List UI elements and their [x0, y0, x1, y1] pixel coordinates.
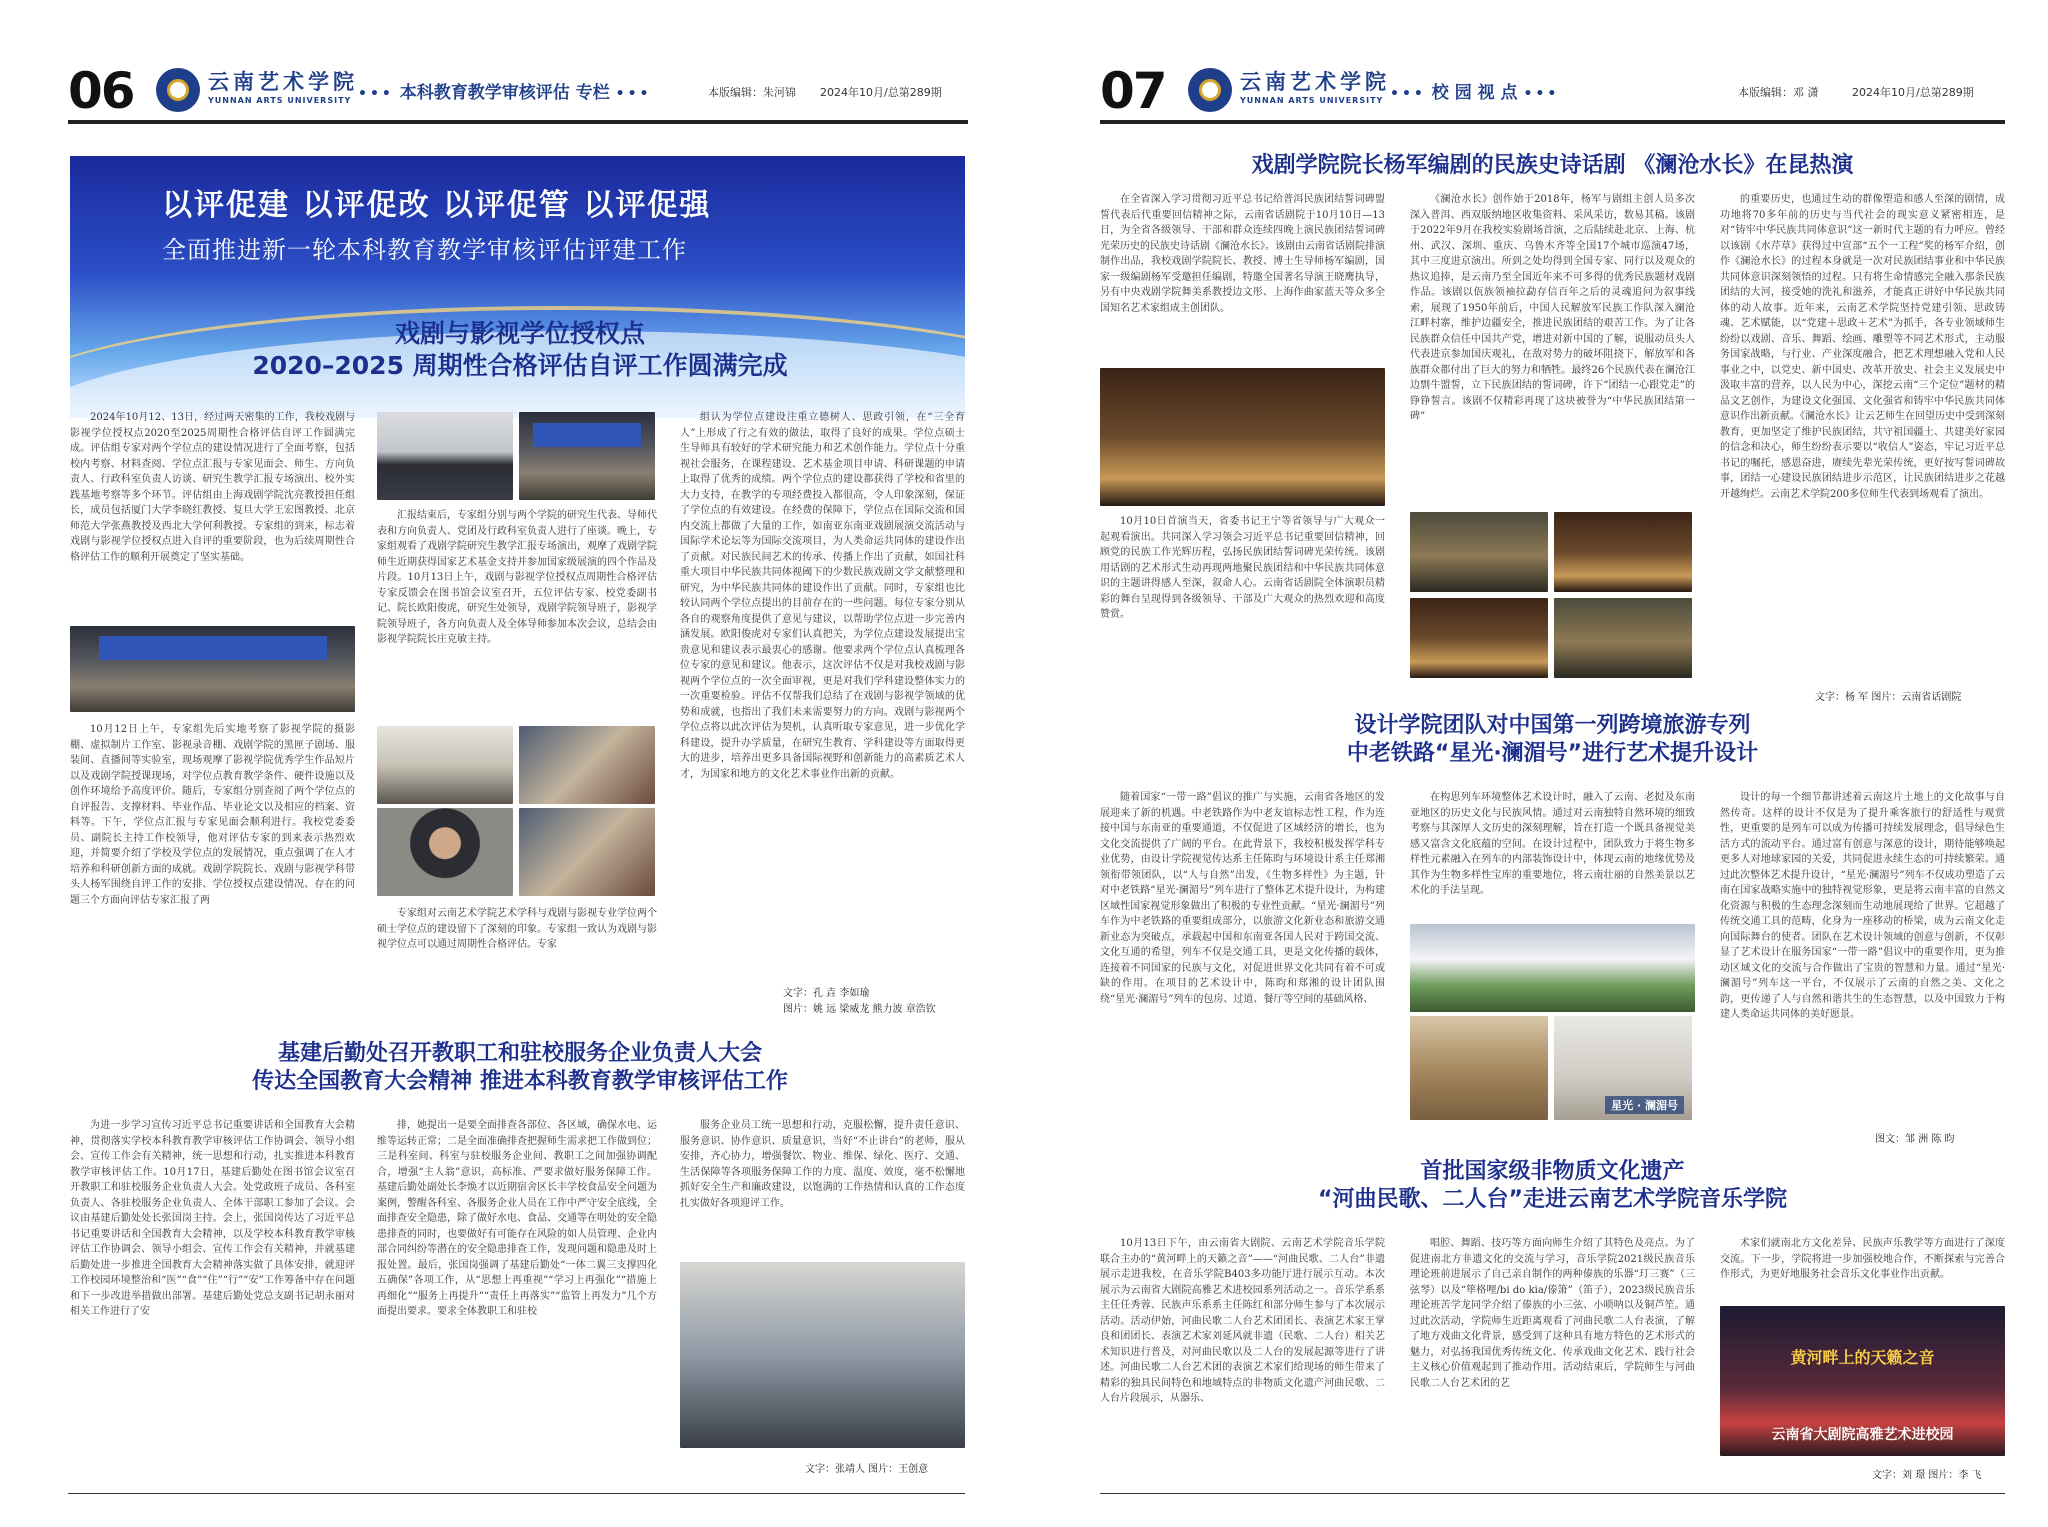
article-photo [70, 626, 355, 712]
article-text: 10月12日上午，专家组先后实地考察了影视学院的摄影棚、虚拟制片工作室、影视录音棚、戏剧学院的黑匣子剧场、服装间、直播间等实验室，现场观摩了影视学院优秀学生作品短片以及戏剧学院授课现场，对学位点教育教学条件、硬件设施以及创作环境给予高度评价。随后，专家组分别查阅了两个学位点的自评报告、支撑材料、毕业作品、毕业论文以及相应的档案、资料等。下午，学位点汇报与专家见面会顺利进行。我校党委委员、副院长主持工作校领导，他对评估专家的到来表示热烈欢迎，并简要介绍了学校及学位点的发展情况，重点强调了在人才培养和科研创新方面的成就。戏剧学院院长、戏剧与影视学科带头人杨军围绕自评工作的安排、学位授权点建设情况、存在的问题三个方面向评估专家汇报了两 [70, 724, 355, 906]
logo-text: 云南艺术学院 [1240, 69, 1390, 94]
article-text: 设计的每一个细节都讲述着云南这片土地上的文化故事与自然传奇。这样的设计不仅是为了提升乘客旅行的舒适性与观赏性，更重要的是列车可以成为传播可持续发展理念，倡导绿色生活方式的流动平台。通过富有创意与深意的设计，期待能够唤起更多人对地球家园的关爱，共同促进永续生态的可持续繁荣。通过此次整体艺术提升设计，“星光·澜湄号”列车不仅成功塑造了云南在国家战略实施中的独特视觉形象，更是将云南丰富的自然文化资源与积极的生态理念深刻而生动地展现给了世界。它超越了传统交通工具的范畴，化身为一座移动的桥梁，成为云南文化走向国际舞台的使者。团队在艺术设计领域的创意与创新，不仅彰显了艺术设计在服务国家“一带一路”倡议中的重要作用，更为推动区域文化的交流与合作做出了宝贵的智慧和力量。通过“星光·澜湄号”列车这一平台，不仅展示了云南的自然之美、文化之韵，更传递了人与自然和谐共生的生态智慧，以及中国致力于构建人类命运共同体的美好愿景。 [1720, 792, 2005, 1020]
article-photo [680, 1262, 965, 1448]
article-title: 戏剧与影视学位授权点 2020–2025 周期性合格评估自评工作圆满完成 [252, 319, 788, 380]
article-text: 术家们就南北方文化差异、民族声乐教学等方面进行了深度交流。下一步，学院将进一步加强校地合作，不断探索与完善合作形式，为更好地服务社会音乐文化事业作出贡献。 [1720, 1238, 2005, 1280]
photo-caption: 星光 · 澜湄号 [1605, 1096, 1684, 1114]
editor-credit: 本版编辑：邓 潇 [1738, 86, 1819, 99]
article-byline: 文字：张靖人 图片：王创意 [805, 1464, 929, 1475]
article-text: 唱腔、舞蹈、技巧等方面向师生介绍了其特色及亮点。为了促进南北方非遗文化的交流与学习，音乐学院2021级民族音乐理论班前进展示了自己亲自制作的两种傣族的乐器“玎三赛”（三弦琴）以及“筚格哩/bi do kia/傣箫”（笛子），2023级民族音乐理论班苦学龙同学介绍了傣族的小三弦、小唢呐以及铜芦笙。通过此次活动，学院师生近距离观看了河曲民歌二人台表演，了解了地方戏曲文化背景，感受到了这种具有地方特色的艺术形式的魅力，对弘扬我国优秀传统文化、传承戏曲文化艺术、践行社会主义核心价值观起到了推动作用。活动结束后，学院师生与河曲民歌二人台艺术团的艺 [1410, 1238, 1695, 1389]
page-number: 06 [68, 62, 134, 120]
university-logo-icon [156, 68, 200, 112]
column-title: ••• 校 园 视 点 ••• [1390, 83, 1560, 103]
header-rule [1100, 120, 2005, 124]
issue-info: 2024年10月/总第289期 [820, 86, 942, 99]
issue-info: 2024年10月/总第289期 [1852, 86, 1974, 99]
article-photo [1554, 512, 1692, 592]
article-photo [519, 726, 655, 804]
page-gutter [1010, 0, 1100, 1527]
article-photo [1410, 512, 1548, 592]
article-text: 排，她提出一是要全面排查各部位、各区域，确保水电、运维等运转正常；二是全面准确排查把握师生需求把工作做到位；三是科室间、科室与驻校服务企业间、教职工之间加强协调配合，增强“主人翁”意识，高标准、严要求做好服务保障工作。基建后勤处副处长李焕才以近期宿舍区长丰学校食品安全问题为案例，警醒各科室、各服务企业人员在工作中严守安全底线，全面排查安全隐患，除了做好水电、食品、交通等在明处的安全隐患排查的同时，也要做好有可能存在风险的如人员管理、企业内部合同纠纷等潜在的安全隐患排查工作，发现问题和隐患及时上报处置。最后，张国岗强调了基建后勤处“一体二翼三支撑四化五确保”各项工作，从“思想上再重视”“学习上再强化”“措施上再细化”“服务上再提升”“责任上再落实”“监管上再发力”几个方面提出要求。要求全体教职工和驻校 [377, 1120, 657, 1317]
logo-english: YUNNAN ARTS UNIVERSITY [208, 96, 352, 105]
article-title: 戏剧学院院长杨军编剧的民族史诗话剧 《澜沧水长》在昆热演 [1251, 153, 1854, 178]
article-photo [1410, 1016, 1548, 1120]
article-text: 随着国家“一带一路”倡议的推广与实施，云南省各地区的发展迎来了新的机遇。中老铁路作为中老友谊标志性工程，作为连接中国与东南亚的重要通道，不仅促进了区域经济的增长，也为文化交流提供了广阔的平台。在此背景下，我校积极发挥学科专业优势，由设计学院视觉传达系主任陈昀与环境设计系主任郑湘领衔带领团队，以“人与自然”出发，《生物多样性》为主题，针对中老铁路“星光·澜湄号”列车进行了整体艺术提升设计，为构建区域性国家视觉形象做出了积极的专业性贡献。“星光·澜湄号”列车作为中老铁路的重要组成部分，以旅游文化新业态和旅游交通新业态为突破点，承载起中国和东南亚各国人民对于跨国交流、文化互通的希望，列车不仅是交通工具，更是文化传播的载体，连接着不同国家的民族与文化，对促进世界文化共同有着不可或缺的作用。在项目的艺术设计中，陈昀和郑湘的设计团队围绕“星光·澜湄号”列车的包房、过道、餐厅等空间的基础风格、 [1100, 792, 1385, 1005]
university-logo-icon [1188, 68, 1232, 112]
article-photo [1554, 598, 1692, 678]
article-byline: 文字：孔 垚 李如瑜 图片：姚 远 梁威龙 熊力波 章浩钦 [783, 988, 936, 1015]
footer-rule [1100, 1493, 2005, 1494]
article-text: 为进一步学习宣传习近平总书记重要讲话和全国教育大会精神，贯彻落实学校本科教育教学审核评估工作协调会、领导小组会、宣传工作会有关精神，统一思想和行动，扎实推进本科教育教学审核评估工作。10月17日，基建后勤处在图书馆会议室召开教职工和驻校服务企业负责人大会。处党政班子成员、各科室负责人、各驻校服务企业负责人、全体干部职工参加了会议。会议由基建后勤处处长张国岗主持。会上，张国岗传达了习近平总书记重要讲话和全国教育大会精神，以及学校本科教育教学审核评估工作协调会、领导小组会、宣传工作会有关精神，并就基建后勤处进一步推进全国教育大会精神落实做了具体安排，就迎评工作校园环境整治和“医”“食”“住”“行”“安”工作筹备中存在问题和下一步改进举措做出部署。基建后勤处党总支副书记胡永丽对相关工作进行了安 [70, 1120, 355, 1317]
article-byline: 文字：杨 军 图片：云南省话剧院 [1815, 692, 1962, 703]
photo-banner-text: 云南省大剧院高雅艺术进校园 [1771, 1427, 1954, 1443]
article-title: 基建后勤处召开教职工和驻校服务企业负责人大会 传达全国教育大会精神 推进本科教育教学审核评估工作 [252, 1041, 788, 1095]
article-text: 服务企业员工统一思想和行动，克服松懈，提升责任意识、服务意识、协作意识、质量意识，当好“不止讲台”的老师，服从安排，齐心协力，增强餐饮、物业、维保、绿化、医疗、交通、生活保障等各项服务保障工作的力度、温度、效度，毫不松懈地抓好安全生产和廉政建设，以饱满的工作热情和认真的工作态度扎实做好各项迎评工作。 [680, 1120, 965, 1209]
article-photo [1554, 1016, 1692, 1120]
article-photo [377, 808, 513, 896]
article-title: 首批国家级非物质文化遗产 “河曲民歌、二人台”走进云南艺术学院音乐学院 [1318, 1159, 1787, 1213]
article-text: 在构思列车环境整体艺术设计时，融入了云南、老挝及东南亚地区的历史文化与民族风情。通过对云南独特自然环境的细致考察与其深厚人文历史的深刻理解，旨在打造一个既具备视觉美感又富含文化底蕴的空间。在设计过程中，团队致力于将生物多样性元素融入在列车的内部装饰设计中，体现云南的地缘优势及其作为生物多样性宝库的重要地位，将云南壮丽的自然美景以艺术化的手法呈现。 [1410, 792, 1695, 896]
article-text: 的重要历史，也通过生动的群像塑造和感人至深的剧情，成功地将70多年前的历史与当代社会的现实意义紧密相连，是对“铸牢中华民族共同体意识”这一新时代主题的有力呼应。曾经以该剧《水芹草》获得过中宣部“五个一工程”奖的杨军介绍，创作《澜沧水长》的过程本身就是一次对民族团结事业和中华民族共同体意识深刻领悟的过程。只有将生命情感完全融入那条民族团结的大河，接受她的洗礼和滋养，才能真正讲好中华民族共同体的动人故事。近年来，云南艺术学院坚持党建引领、思政铸魂、艺术赋能，以“党建＋思政＋艺术”为抓手，各专业领域师生纷纷以戏剧、音乐、舞蹈、绘画、雕塑等不同艺术形式，主动服务国家战略，与行业、产业深度融合，把艺术理想融入党和人民事业之中，以党史、新中国史、改革开放史、社会主义发展史中汲取丰富的营养，以人民为中心，深挖云南“三个定位”题材的精品文艺创作，为建设文化强国、文化强省和铸牢中华民族共同体意识作出新贡献。《澜沧水长》让云艺师生在回望历史中受到深刻教育，更加坚定了维护民族团结，共守祖国疆土、共建美好家园的信念和决心，师生纷纷表示要以“收信人”姿态，牢记习近平总书记的嘱托，感恩奋进，赓续先辈光荣传统，更好按写誓词碑故事，团结一心建设民族团结进步示范区，让民族团结进步之花越开越绚烂。云南艺术学院200多位师生代表到场观看了演出。 [1720, 194, 2005, 500]
article-text: 《澜沧水长》创作始于2018年，杨军与剧组主创人员多次深入普洱、西双版纳地区收集资料、采风采访，数易其稿。该剧于2022年9月在我校实验剧场首演，之后陆续赴北京、上海、杭州、武汉、深圳、重庆、乌鲁木齐等全国17个城市巡演47场，其中三度进京演出。所到之处均得到全国专家、同行以及观众的热议追捧，是云南乃至全国近年来不可多得的优秀民族题材戏剧作品。该剧以佤族领袖拉勐存信百年之后的灵魂追问为叙事线索，展现了1950年前后，中国人民解放军民族工作队深入澜沧江畔村寨，维护边疆安全，推进民族团结的艰苦工作。为了让各民族群众信任中国共产党，增进对新中国的了解，说服动员头人代表进京参加国庆观礼，在敌对势力的破坏阻挠下，解放军和各族群众都付出了巨大的努力和牺牲。最终26个民族代表在澜沧江边剽牛盟誓，立下民族团结的誓词碑，许下“团结一心跟党走”的铮铮誓言。该剧不仅精彩再现了这块被誉为“中华民族团结第一碑” [1410, 194, 1695, 422]
header-rule [68, 120, 968, 124]
article-byline: 文字：刘 璟 图片：李 飞 [1872, 1470, 1982, 1481]
article-text: 在全省深入学习贯彻习近平总书记给普洱民族团结誓词碑盟誓代表后代重要回信精神之际，云南省话剧院于10月10日—13日，为全省各级领导、干部和群众连续四晚上演民族团结誓词碑光荣历史的民族史诗话剧《澜沧水长》。该剧由云南省话剧院排演制作出品，我校戏剧学院院长、教授、博士生导师杨军编剧，国家一级编剧杨军受邀担任编剧，特邀全国著名导演王晓鹰执导，另有中央戏剧学院舞美系教授边文彤、上海作曲家蓝天等众多全国知名艺术家组成主创团队。 [1100, 194, 1385, 314]
right-page [1100, 0, 2048, 1527]
article-photo [1410, 598, 1548, 678]
column-title: ••• 本科教育教学审核评估 专栏 ••• [358, 83, 652, 103]
banner-subtitle: 全面推进新一轮本科教育教学审核评估评建工作 [162, 236, 687, 264]
editor-credit: 本版编辑：朱河锦 [708, 86, 796, 99]
footer-rule [68, 1493, 965, 1494]
article-text: 10月10日首演当天，省委书记王宁等省领导与广大观众一起观看演出。共同深入学习领会习近平总书记重要回信精神，回顾党的民族工作光辉历程，弘扬民族团结誓词碑光荣传统。该剧用话剧的艺术形式生动再现两地聚民族团结和中华民族共同体意识的主题讲得感人至深，叙命人心。云南省话剧院全体演职员精彩的舞台呈现得到各级领导、干部及广大观众的热烈欢迎和高度赞赏。 [1100, 516, 1385, 620]
article-title: 设计学院团队对中国第一列跨境旅游专列 中老铁路“星光·澜湄号”进行艺术提升设计 [1346, 713, 1759, 767]
logo-text: 云南艺术学院 [208, 69, 358, 94]
article-text: 10月13日下午，由云南省大剧院、云南艺术学院音乐学院联合主办的“黄河畔上的天籁之音”——“河曲民歌、二人台”非遗展示走进我校，在音乐学院B403多功能厅进行展示互动。本次展示为云南省大剧院高雅艺术进校园系列活动之一。音乐学系系主任任秀蓉、民族声乐系系主任陈红和部分师生参与了本次展示活动。活动伊始，河曲民歌二人台艺术团团长、表演艺术家王掌良和团团长、表演艺术家刘延风就非遗（民歌、二人台）相关艺术知识进行普及，对河曲民歌以及二人台的发展起源等进行了讲述。河曲民歌二人台艺术团的表演艺术家们给现场的师生带来了精彩的独具民间特色和地域特点的非物质文化遗产河曲民歌、二人台片段展示，从器乐、 [1100, 1238, 1385, 1404]
article-photo [1410, 924, 1695, 1012]
article-text: 2024年10月12、13日，经过两天密集的工作，我校戏剧与影视学位授权点2020至2025周期性合格评估自评工作圆满完成。评估组专家对两个学位点的建设情况进行了全面考察，包括校内考察、材料查阅、学位点汇报与专家见面会、师生、方向负责人、行政科室负责人访谈、研究生教学汇报专场演出、校外实践基地考察等多个环节。评估组由上海戏剧学院沈亮教授担任组长，成员包括厦门大学李晓红教授、复旦大学王宏图教授、北京师范大学张燕教授及西北大学何利教授。专家组的到来，标志着戏剧与影视学位授权点进入自评的重要阶段，也为后续周期性合格评估工作的顺利开展奠定了坚实基础。 [70, 412, 355, 563]
logo-english: YUNNAN ARTS UNIVERSITY [1240, 96, 1384, 105]
article-text: 专家组对云南艺术学院艺术学科与戏剧与影视专业学位两个硕士学位点的建设留下了深刻的印象。专家组一致认为戏剧与影视学位点可以通过周期性合格评估。专家 [377, 908, 657, 950]
article-byline: 图文：邹 洲 陈 昀 [1875, 1134, 1955, 1145]
article-photo [1100, 368, 1385, 506]
article-text: 组认为学位点建设注重立德树人、思政引领，在“三全育人”上形成了行之有效的做法，取得了良好的成果。学位点硕士生导师具有较好的学术研究能力和艺术创作能力。学位点十分重视社会服务，在课程建设、艺术基金项目申请、科研课题的申请上取得了优秀的成绩。两个学位点的建设都获得了学校和省里的大力支持，在教学的专项经费投入都很高，令人印象深刻，保证了学位点的有效建设。在经费的保障下，学位点在国际交流和国内交流上都做了大量的工作，如南亚东南亚戏剧展演交流活动与国际学术论坛等为国际交流项目，为人类命运共同体的建设作出了贡献。对民族民间艺术的传承、传播上作出了贡献，如国社科重大项目中华民族共同体视阈下的少数民族戏剧文学文献整理和研究，为中华民族共同体的建设作出了贡献。同时，专家组也比较认同两个学位点提出的目前存在的一些问题。每位专家分别从各自的观察角度提供了意见与建议，以帮助学位点进一步完善内涵发展。欧阳俊虎对专家们认真把关，为学位点建设发展提出宝贵意见和建议表示最衷心的感谢。他要求两个学位点认真梳理各位专家的意见和建议。他表示，这次评估不仅是对我校戏剧与影视两个学位点的一次全面审视，更是对我们学科建设整体实力的一次重要检验。评估不仅帮我们总结了在戏剧与影视学领域的优势和成就，也指出了我们未来需要努力的方向。戏剧与影视两个学位点将以此次评估为契机，认真听取专家意见，进一步优化学科建设，提升办学质量，在研究生教育、学科建设等方面取得更大的进步，培养出更多具备国际视野和创新能力的高素质艺术人才，为国家和地方的文化艺术事业作出新的贡献。 [680, 412, 965, 780]
article-text: 汇报结束后，专家组分别与两个学院的研究生代表、导师代表和方向负责人、党团及行政科室负责人进行了座谈。晚上，专家组观看了戏剧学院研究生教学汇报专场演出，观摩了戏剧学院师生近期获得国家艺术基金支持并参加国家级展演的四个作品及片段。10月13日上午，戏剧与影视学位授权点周期性合格评估专家反馈会在图书馆会议室召开，五位评估专家、校党委副书记、院长欧阳俊虎，研究生处领导，戏剧学院领导班子，影视学院领导班子，各方向负责人及全体导师参加本次会议，总结会由影视学院院长庄克敏主持。 [377, 510, 657, 645]
article-photo [519, 412, 655, 500]
left-page [0, 0, 1010, 1527]
photo-banner-text: 黄河畔上的天籁之音 [1790, 1348, 1935, 1367]
article-photo [377, 412, 513, 500]
article-photo [519, 808, 655, 896]
page-header [68, 58, 968, 124]
article-photo [1720, 1306, 2005, 1456]
banner-slogan: 以评促建 以评促改 以评促管 以评促强 [162, 188, 712, 223]
article-photo [377, 726, 513, 804]
page-header [1100, 58, 2005, 124]
page-number: 07 [1100, 62, 1166, 120]
